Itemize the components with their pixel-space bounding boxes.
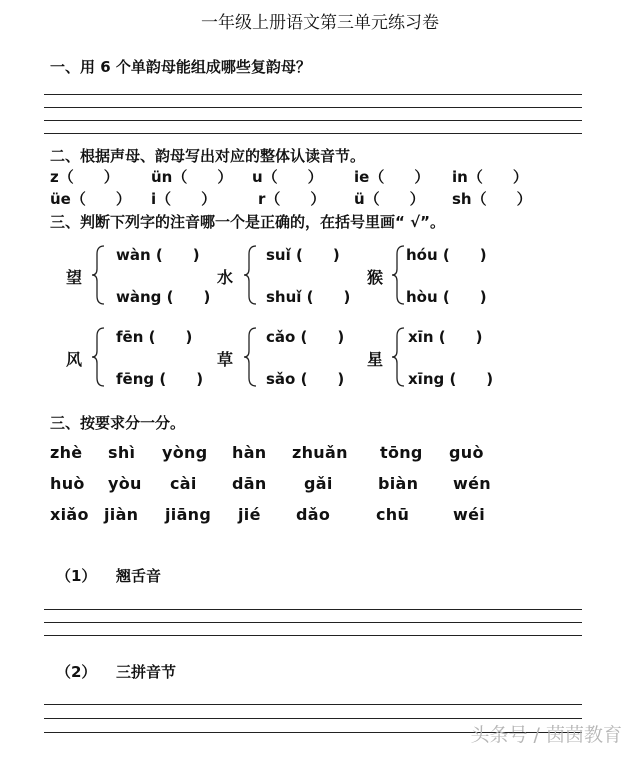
answer-line: [44, 94, 582, 95]
answer-line: [44, 120, 582, 121]
pinyin-word: dān: [232, 474, 267, 493]
character: 望: [66, 268, 83, 287]
pinyin-word: guò: [449, 443, 484, 462]
brace-icon: [390, 244, 406, 306]
blank-item: r（ ）: [258, 190, 326, 208]
pinyin-option: sǎo ( ): [266, 370, 345, 388]
pinyin-word: wén: [453, 474, 491, 493]
pinyin-word: shì: [108, 443, 136, 462]
pinyin-option: fēng ( ): [116, 370, 204, 388]
pinyin-option: hóu ( ): [406, 246, 487, 264]
pinyin-option: cǎo ( ): [266, 328, 345, 346]
pinyin-word: huò: [50, 474, 85, 493]
page-title: 一年级上册语文第三单元练习卷: [201, 13, 439, 33]
pinyin-word: yòng: [162, 443, 208, 462]
blank-item: z（ ）: [50, 168, 119, 186]
pinyin-word: jié: [238, 505, 261, 524]
sub-question-label: 翘舌音: [116, 567, 162, 585]
blank-item: i（ ）: [151, 190, 217, 208]
pinyin-word: chū: [376, 505, 410, 524]
pinyin-option: xīn ( ): [408, 328, 483, 346]
pinyin-word: jiàn: [104, 505, 139, 524]
character: 星: [367, 350, 384, 369]
question-3-label: 三、判断下列字的注音哪一个是正确的，在括号里画“ √”。: [50, 213, 445, 231]
pinyin-option: xīng ( ): [408, 370, 494, 388]
brace-icon: [390, 326, 406, 388]
pinyin-word: gǎi: [304, 474, 333, 493]
question-1-label: 一、用 6 个单韵母能组成哪些复韵母？: [50, 58, 311, 76]
character: 猴: [367, 268, 384, 287]
question-2-label: 二、根据声母、韵母写出对应的整体认读音节。: [50, 147, 366, 165]
answer-line: [44, 107, 582, 108]
sub-question-number: （2）: [56, 663, 97, 681]
pinyin-word: xiǎo: [50, 505, 89, 524]
pinyin-word: tōng: [380, 443, 423, 462]
blank-item: ie（ ）: [354, 168, 430, 186]
pinyin-word: biàn: [378, 474, 419, 493]
pinyin-word: dǎo: [296, 505, 331, 524]
blank-item: in（ ）: [452, 168, 528, 186]
pinyin-option: wàng ( ): [116, 288, 211, 306]
pinyin-word: zhuǎn: [292, 443, 348, 462]
character: 草: [217, 350, 234, 369]
brace-icon: [90, 326, 106, 388]
blank-item: ün（ ）: [151, 168, 233, 186]
pinyin-word: hàn: [232, 443, 267, 462]
blank-item: u（ ）: [252, 168, 323, 186]
character: 水: [217, 268, 234, 287]
pinyin-word: cài: [170, 474, 197, 493]
watermark: 头条号 / 茵茵教育: [470, 724, 622, 746]
answer-line: [44, 133, 582, 134]
answer-line: [44, 704, 582, 705]
character: 风: [66, 350, 83, 369]
brace-icon: [242, 244, 258, 306]
pinyin-word: jiāng: [165, 505, 212, 524]
answer-line: [44, 609, 582, 610]
blank-item: üe（ ）: [50, 190, 131, 208]
sub-question-label: 三拼音节: [116, 663, 177, 681]
pinyin-word: yòu: [108, 474, 142, 493]
answer-line: [44, 635, 582, 636]
pinyin-option: wàn ( ): [116, 246, 200, 264]
question-4-label: 三、按要求分一分。: [50, 414, 186, 432]
pinyin-word: wéi: [453, 505, 486, 524]
blank-item: ü（ ）: [354, 190, 425, 208]
pinyin-option: fēn ( ): [116, 328, 193, 346]
brace-icon: [242, 326, 258, 388]
sub-question-number: （1）: [56, 567, 97, 585]
pinyin-option: shuǐ ( ): [266, 288, 351, 306]
answer-line: [44, 718, 582, 719]
pinyin-option: suǐ ( ): [266, 246, 340, 264]
answer-line: [44, 622, 582, 623]
pinyin-word: zhè: [50, 443, 83, 462]
pinyin-option: hòu ( ): [406, 288, 487, 306]
brace-icon: [90, 244, 106, 306]
blank-item: sh（ ）: [452, 190, 532, 208]
